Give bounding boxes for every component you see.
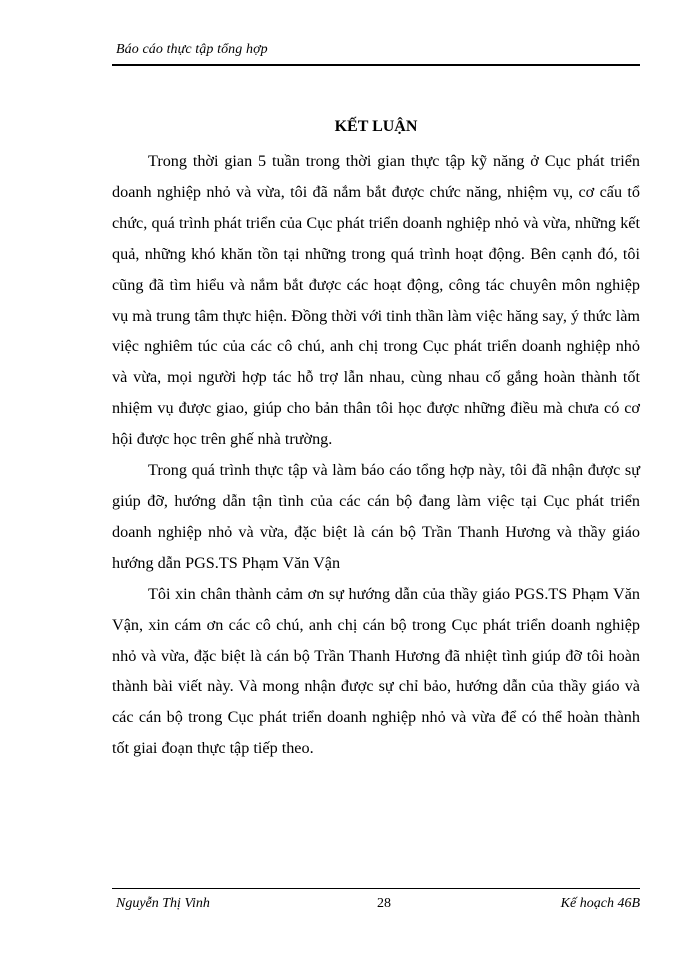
footer-divider	[112, 888, 640, 889]
footer-class-name: Kế hoạch 46B	[560, 896, 640, 911]
header-divider	[112, 64, 640, 66]
paragraph-1: Trong thời gian 5 tuần trong thời gian thực tập kỹ năng ở Cục phát triển doanh nghiệp nhỏ và vừa, tôi đã nắm bắt được chức năng, nhiệm vụ, cơ cấu tổ chức, quá trình phát triển của Cục phát triển doanh nghiệp nhỏ và vừa, những kết quả, những khó khăn tồn tại những trong quá trình hoạt động. Bên cạnh đó, tôi cũng đã tìm hiểu và nắm bắt được các hoạt động, công tác chuyên môn nghiệp vụ mà trung tâm thực hiện. Đồng thời với tinh thần làm việc hăng say, ý thức làm việc nghiêm túc của các cô chú, anh chị trong Cục phát triển doanh nghiệp nhỏ và vừa, mọi người hợp tác hỗ trợ lẫn nhau, cùng nhau cố gắng hoàn thành tốt nhiệm vụ được giao, giúp cho bản thân tôi học được những điều mà chưa có cơ hội được học trên ghế nhà trường.	[112, 152, 640, 449]
page-header-title: Báo cáo thực tập tổng hợp	[116, 42, 268, 57]
footer-author: Nguyễn Thị Vinh	[116, 896, 210, 911]
paragraph-3: Tôi xin chân thành cảm ơn sự hướng dẫn của thầy giáo PGS.TS Phạm Văn Vận, xin cám ơn các cô chú, anh chị cán bộ trong Cục phát triển doanh nghiệp nhỏ và vừa, đặc biệt là cán bộ Trần Thanh Hương đã nhiệt tình giúp đỡ tôi hoàn thành bài viết này. Và mong nhận được sự chỉ bảo, hướng dẫn của thầy giáo và các cán bộ trong Cục phát triển doanh nghiệp nhỏ và vừa để có thể hoàn thành tốt giai đoạn thực tập tiếp theo.	[112, 584, 640, 758]
section-title: KẾT LUẬN	[334, 118, 418, 135]
section-body	[112, 146, 640, 764]
paragraph-2: Trong quá trình thực tập và làm báo cáo tổng hợp này, tôi đã nhận được sự giúp đỡ, hướng dẫn tận tình của các cán bộ đang làm việc tại Cục phát triển doanh nghiệp nhỏ và vừa, đặc biệt là cán bộ Trần Thanh Hương và thầy giáo hướng dẫn PGS.TS Phạm Văn Vận	[112, 461, 640, 572]
footer-page-number: 28	[377, 896, 391, 911]
